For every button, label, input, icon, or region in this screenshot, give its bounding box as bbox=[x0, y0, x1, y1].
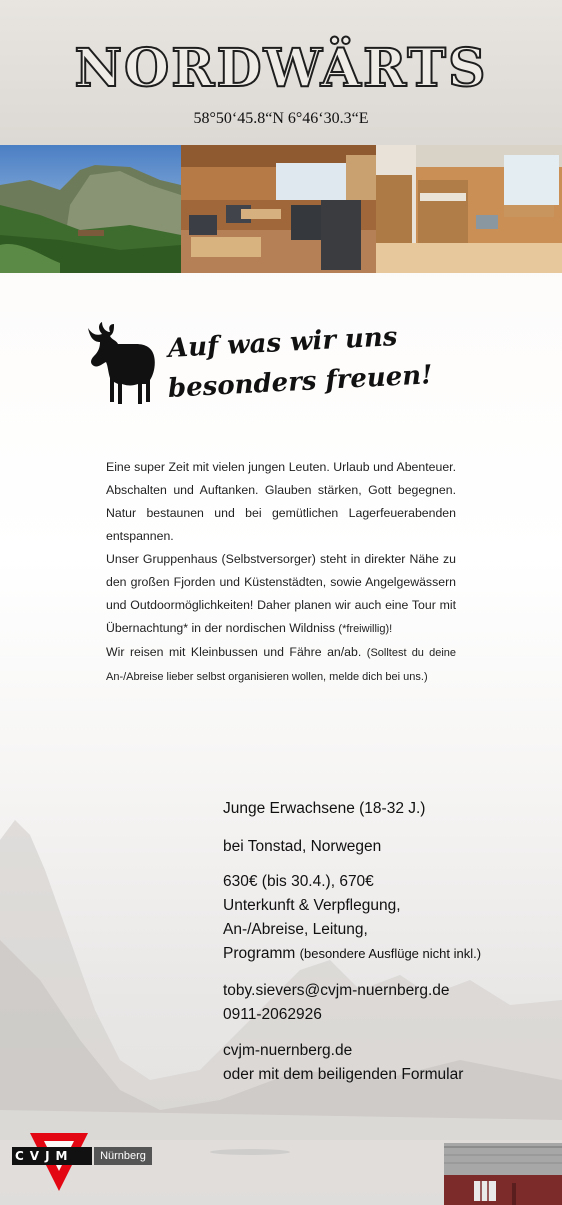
intro-paragraph-2 bbox=[106, 548, 456, 641]
coordinates: 58°50‘45.8“N 6°46‘30.3“E bbox=[193, 110, 369, 127]
headline-line-1: Auf was wir uns bbox=[167, 321, 399, 364]
intro-paragraph-2-note: (*freiwillig)! bbox=[338, 623, 393, 635]
red-hut-image bbox=[444, 1143, 562, 1205]
value-leistungen-2: Unterkunft & Verpflegung, bbox=[223, 897, 401, 914]
intro-paragraph-3-text: Wir reisen mit Kleinbussen und Fähre an/ab. bbox=[106, 645, 367, 659]
intro-text bbox=[106, 456, 456, 689]
value-kontakt-phone[interactable]: 0911-2062926 bbox=[223, 1006, 322, 1023]
value-leistungen-1: 630€ (bis 30.4.), 670€ bbox=[223, 873, 374, 890]
landscape-photo bbox=[0, 145, 181, 273]
logo-letters: CVJM bbox=[12, 1147, 92, 1165]
intro-paragraph-2-text: Unser Gruppenhaus (Selbstversorger) steht in direkter Nähe zu den großen Fjorden und Küstenstädten, sowie Angelgewässern und Outdoormöglichkeiten! Daher planen wir auch eine Tour mit Übernachtung* in der nordischen Wildniss bbox=[106, 552, 456, 635]
value-leistungen-4-text: Programm bbox=[223, 945, 300, 962]
bedroom-photo bbox=[376, 145, 562, 273]
intro-paragraph-3-note: (Solltest du deine An-/Abreise lieber selbst organisieren wollen, melde dich bei uns.) bbox=[106, 647, 457, 683]
headline-line-2: besonders freuen! bbox=[167, 360, 434, 404]
value-anmeldung-note: oder mit dem beiligenden Formular bbox=[223, 1066, 464, 1083]
moose-icon bbox=[84, 322, 160, 413]
intro-paragraph-1: Eine super Zeit mit vielen jungen Leuten. Urlaub und Abenteuer. Abschalten und Auftanken. Glauben stärken, Gott begegnen. Natur bestaunen und bei gemütlichen Lagerfeuerabenden entspannen. bbox=[106, 460, 456, 543]
value-leistungen-4-note: (besondere Ausflüge nicht inkl.) bbox=[299, 946, 482, 961]
logo-city: Nürnberg bbox=[94, 1147, 152, 1165]
intro-paragraph-3 bbox=[106, 641, 456, 689]
lounge-photo bbox=[181, 145, 376, 273]
title: NORDWÄRTS bbox=[74, 38, 488, 99]
value-wer: Junge Erwachsene (18-32 J.) bbox=[223, 800, 426, 817]
value-anmeldung-web[interactable]: cvjm-nuernberg.de bbox=[223, 1042, 353, 1059]
value-leistungen-3: An-/Abreise, Leitung, bbox=[223, 921, 368, 938]
value-leistungen-4 bbox=[223, 942, 481, 965]
value-wo: bei Tonstad, Norwegen bbox=[223, 838, 382, 855]
value-kontakt-email[interactable]: toby.sievers@cvjm-nuernberg.de bbox=[223, 982, 450, 999]
